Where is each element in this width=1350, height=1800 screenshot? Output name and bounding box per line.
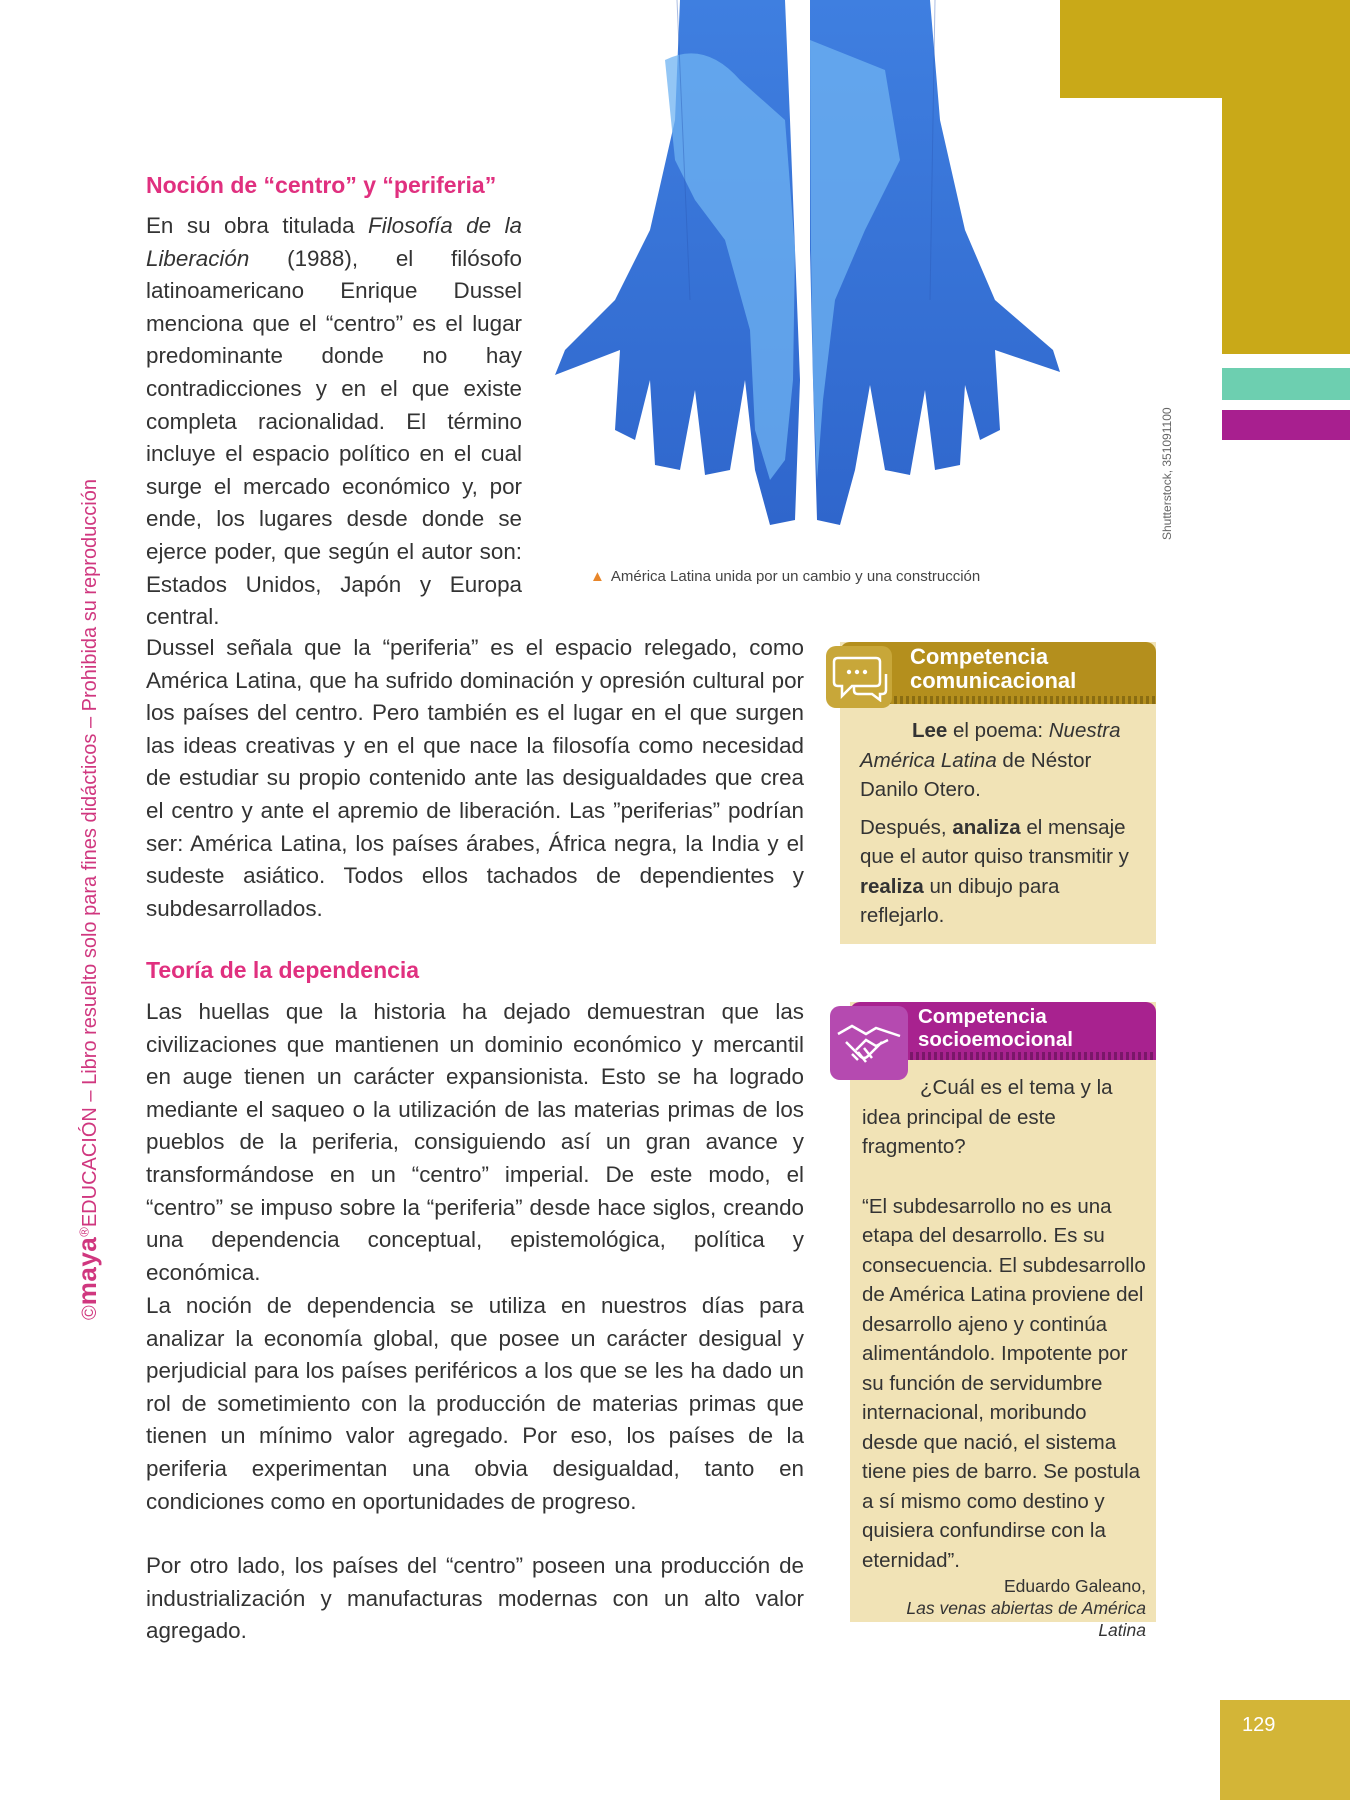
competencia-socioemocional-body [862, 1073, 1146, 1641]
decor-band-magenta [1222, 410, 1350, 440]
image-caption [590, 568, 980, 585]
title-line-1: Competencia [918, 1005, 1047, 1028]
box1-instruction-2 [860, 813, 1140, 931]
hands-map-image [555, 0, 1060, 560]
section-title-dependencia: Teoría de la dependencia [146, 957, 420, 983]
box1-text-1: el poema: [947, 719, 1049, 742]
title-line-1: Competencia [910, 644, 1049, 669]
title-line-2: socioemocional [918, 1028, 1073, 1051]
page-number: 129 [1242, 1714, 1276, 1736]
image-caption-text: América Latina unida por un cambio y una construcción [610, 568, 981, 585]
verb-lee: Lee [912, 719, 948, 742]
section1-p1-start: En su obra titulada [146, 213, 369, 238]
book-title-filosofia: Filosofía de la Liberación [146, 213, 522, 271]
competencia-comunicacional-title [910, 645, 1076, 693]
section1-paragraph-2: Dussel señala que la “periferia” es el espacio relegado, como América Latina, que ha sufrido dominación y opresión cultural por los países del centro. Pero también es el lugar en el que surgen las ideas creativas y en el que nace la filosofía como necesidad de estudiar su propio contenido ante las desigualdades que crea el centro y ante el apremio de liberación. Las ”periferias” podrían ser: América Latina, los países árabes, África negra, la India y el sudeste asiático. Todos ellos tachados de dependientes y subdesarrollados. [146, 635, 804, 921]
section1-p1-end: (1988), el filósofo latinoamericano Enrique Dussel menciona que el “centro” es el lugar predominante donde no hay contradicciones y en el que existe completa racionalidad. El término incluye el espacio político en el cual surge el mercado económico y, por ende, los lugares desde donde se ejerce poder, que según el autor son: Estados Unidos, Japón y Europa central. [146, 245, 522, 630]
verb-realiza: realiza [860, 874, 924, 898]
box1-instruction-1 [860, 716, 1140, 805]
verb-analiza: analiza [952, 815, 1021, 839]
poem-title: Nuestra América Latina [860, 719, 1121, 772]
section2-paragraph-1: Las huellas que la historia ha dejado demuestran que las civilizaciones que mantienen un dominio económico y mercantil en auge tienen un carácter expansionista. Esto se ha logrado mediante el saqueo o la utilización de las materias primas de los pueblos de la periferia, consiguiendo así un gran avance y transformándose en un “centro” imperial. De este modo, el “centro” se impuso sobre la “periferia” desde hace siglos, creando una dependencia conceptual, epistemológica, política y económica. [146, 999, 804, 1285]
box1-text-4: el mensaje que el autor quiso transmitir y [860, 815, 1129, 868]
box1-text-5: un dibujo para reflejarlo. [860, 874, 1060, 927]
decor-block-right [1222, 98, 1350, 354]
quote-author: Eduardo Galeano, [1003, 1576, 1146, 1596]
box1-text-3: Después, [860, 815, 953, 839]
handshake-icon [836, 1012, 902, 1074]
quote-book: Las venas abiertas de América Latina [906, 1598, 1146, 1640]
competencia-socioemocional-title [918, 1005, 1073, 1051]
sidebar-text: EDUCACIÓN – Libro resuelto solo para fines didácticos – Prohibida su reproducción [79, 479, 101, 1228]
copyright-symbol: © [79, 1305, 101, 1320]
page-number-box [1220, 1700, 1350, 1800]
chat-bubbles-icon [832, 650, 888, 702]
section1-paragraph-1 [146, 210, 522, 634]
box1-text-2: de Néstor Danilo Otero. [860, 748, 1092, 801]
decor-block-top [1060, 0, 1350, 98]
decor-band-teal [1222, 368, 1350, 400]
registered-symbol: ® [76, 1227, 92, 1237]
section2-paragraph-2: La noción de dependencia se utiliza en nuestros días para analizar la economía global, que posee un carácter desigual y perjudicial para los países periféricos a los que se les ha dado un rol de sometimiento con la producción de materias primas que tienen un mínimo valor agregado. Por eso, los países de la periferia experimentan una obvia desigualdad, tanto en condiciones como en oportunidades de progreso. [146, 1293, 804, 1514]
brand-logo: maya [72, 1236, 102, 1306]
triangle-icon: ▲ [590, 568, 605, 585]
section2-paragraph-3: Por otro lado, los países del “centro” poseen una producción de industrialización y manufacturas modernas con un alto valor agregado. [146, 1553, 804, 1644]
title-line-2: comunicacional [910, 668, 1077, 693]
galeano-quote: “El subdesarrollo no es una etapa del desarrollo. Es su consecuencia. El subdesarrollo de América Latina proviene del desarrollo ajeno y continúa alimentándolo. Impotente por su función de servidumbre internacional, moribundo desde que nació, el sistema tiene pies de barro. Se postula a sí mismo como destino y quisiera confundirse con la eternidad”. [862, 1194, 1146, 1572]
sidebar-copyright-text [72, 320, 103, 1320]
competencia-comunicacional-body [860, 716, 1140, 939]
box2-question: ¿Cuál es el tema y la idea principal de este fragmento? [862, 1076, 1113, 1158]
section-title-centro-periferia: Noción de “centro” y “periferia” [146, 172, 497, 198]
photo-credit: Shutterstock, 351091100 [1160, 407, 1174, 540]
